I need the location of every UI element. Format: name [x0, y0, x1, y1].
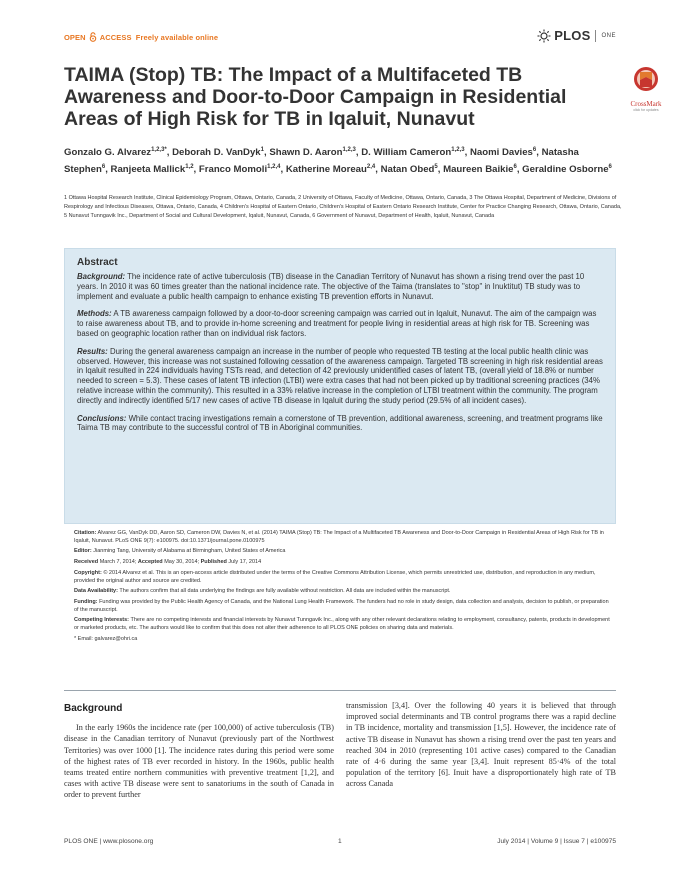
affiliations: 1 Ottawa Hospital Research Institute, Clinical Epidemiology Program, Ottawa, Ontario, Canada, 2 University of Ottawa, Faculty of Medicine, Ottawa, Ontario, Canada, 3 The Ottawa Hospital, Department of Medicine, Divisions of Respirology and Infectious Diseases, Ottawa, Ontario, Canada, 4 Children's Hospital of Eastern Ontario, Children's Hospital of Eastern Ontario Research Institute, Center for Practice Changing Research, Ottawa, Ontario, Canada, 5 Nunavut Tunngavik Inc., Department of Social and Cultural Development, Iqaluit, Nunavut, Canada, 6 Government of Nunavut, Department of Health, Iqaluit, Nunavut, Canada [64, 195, 622, 220]
copyright-text: © 2014 Alvarez et al. This is an open-access article distributed under the terms of the Creative Commons Attribution License, which permits unrestricted use, distribution, and reproduction in any medium, provided the original author and source are credited. [74, 569, 596, 584]
conclusions-text: While contact tracing investigations remain a cornerstone of TB prevention, additional awareness, screening, and treatment programs like Taima TB may contribute to the successful control of TB in Aboriginal communities. [77, 413, 603, 433]
open-access-badge [64, 32, 218, 42]
author-affiliation-sup: 6 [608, 164, 612, 171]
footer-journal: PLOS ONE | www.plosone.org [64, 838, 154, 845]
received-label: Received [74, 559, 99, 566]
plos-sun-icon [537, 29, 551, 43]
author-list: Gonzalo G. Alvarez$^{1,2,3*}$, Deborah D. VanDyk$^1$, Shawn D. Aaron$^{1,2,3}$, D. William Cameron$^{1,2,3}$, Naomi Davies$^6$, Natasha Stephen$^6$, Ranjeeta Mallick$^{1,2}$, Franco Momoli$^{1,2,4}$, Katherine Moreau$^{2,4}$, Natan Obed$^5$, Maureen Baikie$^6$, Geraldine Osborne$^6$ [64, 147, 612, 176]
article-title: TAIMA (Stop) TB: The Impact of a Multifaceted TB Awareness and Door-to-Door Campaign in Residential Areas of High Risk for TB in Iqaluit, Nunavut [64, 64, 567, 130]
author-name-text: Natasha Stephen [64, 147, 579, 176]
published-label: Published [200, 559, 227, 566]
crossmark-icon [633, 66, 659, 94]
competing-interests [74, 617, 614, 632]
editor-label: Editor: [74, 548, 92, 555]
body-column-right [346, 700, 616, 790]
author-name [470, 147, 536, 158]
citation-text: Alvarez GG, VanDyk DD, Aaron SD, Cameron DW, Davies N, et al. (2014) TAIMA (Stop) TB: The Impact of a Multifaceted TB Awareness and Door-to-Door Campaign in Residential Areas of High Risk for TB in Iqaluit, Nunavut. PLoS ONE 9(7): e100975. doi:10.1371/journal.pone.0100975 [74, 530, 604, 544]
author-name [286, 164, 375, 175]
section-heading-background: Background [64, 703, 123, 714]
methods-text: A TB awareness campaign followed by a door-to-door screening campaign was carried out in Iqaluit, Nunavut. The aim of the campaign was to raise awareness about TB, and to provide in-home screening and treatment for people living in residential areas at high risk for TB. Screening was based on geographic location rather than on individual risk factors. [77, 309, 597, 338]
article-metadata [74, 530, 614, 647]
abstract-results [77, 347, 603, 406]
methods-label: Methods: [77, 309, 112, 319]
author-name-text: Maureen Baikie [443, 164, 514, 176]
crossmark-label: CrossMark [630, 100, 662, 108]
author-name-text: Shawn D. Aaron [269, 147, 343, 159]
plos-one-logo[interactable] [537, 28, 616, 43]
author-name-text: D. William Cameron [361, 147, 452, 159]
access-label: ACCESS [99, 33, 132, 42]
plos-one-suffix: ONE [601, 32, 616, 39]
author-name-text: Ranjeeta Mallick [110, 164, 186, 176]
author-affiliation-sup: 1,2,3* [151, 147, 167, 153]
received-date: March 7, 2014; [99, 559, 137, 566]
citation-label: Citation: [74, 530, 97, 536]
background-label: Background: [77, 272, 126, 281]
results-label: Results: [77, 346, 108, 356]
editor-text: Jianming Tang, University of Alabama at Birmingham, United States of America [93, 548, 286, 555]
abstract-background [77, 272, 603, 301]
plos-wordmark: PLOS [554, 28, 591, 43]
conclusions-label: Conclusions: [77, 413, 127, 423]
author-name [64, 147, 167, 158]
data-availability [74, 588, 614, 596]
author-affiliation-sup: 1,2,3 [451, 147, 465, 153]
corresponding-email[interactable]: * Email: galvarez@ohri.ca [74, 635, 138, 642]
author-affiliation-sup: 1 [260, 147, 264, 153]
published-date: July 17, 2014 [228, 559, 262, 566]
body-paragraph-right: transmission [3,4]. Over the following 40 years it is believed that through improved social determinants and TB control programs there was a rapid decline in TB incidence, mortality and transmission [1,5]. However, the incidence rate of active TB disease in Nunavut has shown a rising trend over the past ten years and reached 304 in 2010 (representing 101 active cases) compared to the Canadian rate of 4·6 during the same year [3,4]. Inuit represent 85·4% of the total population of the territory [6]. Inuit have a disproportionately high rate of TB across Canada [346, 701, 616, 789]
dates [74, 559, 614, 567]
author-name-text: Geraldine Osborne [522, 164, 609, 176]
author-affiliation-sup: 6 [513, 164, 517, 171]
freely-available-label: Freely available online [135, 33, 219, 42]
author-affiliation-sup: 1,2 [185, 164, 194, 171]
author-name [172, 147, 264, 158]
author-affiliation-sup: 6 [101, 164, 106, 171]
author-name-text: Franco Momoli [198, 164, 268, 176]
funding [74, 599, 614, 614]
open-label: OPEN [64, 33, 86, 42]
copyright [74, 570, 614, 585]
competing-label: Competing Interests: [74, 617, 130, 624]
crossmark-badge[interactable] [624, 66, 668, 112]
funding-text: Funding was provided by the Public Health Agency of Canada, and the National Lung Health Framework. The funders had no role in study design, data collection and analysis, decision to publish, or preparation of the manuscript. [74, 599, 609, 613]
background-text: The incidence rate of active tuberculosis (TB) disease in the Canadian Territory of Nunavut has shown a rising trend over the past 10 years. In 2010 it was 60 times greater than the national incidence rate. The objective of the Taima (translates to "stop" in Inuktitut) TB study was to implement and evaluate a public health campaign to enhance existing TB prevention efforts in Nunavut. [77, 272, 585, 301]
body-paragraph-left: In the early 1960s the incidence rate (per 100,000) of active tuberculosis (TB) disease in the Canadian territory of Nunavut (previously part of the Northwest Territories) was over 1000 [1]. The incidence rates during this period were some of the highest rates of TB ever recorded in history. In the 1960s, public health teams treated entire northern communities with preventive treatment [1,2], and cases with active TB disease were sent to sanatoriums in the south of Canada in order to prevent further [64, 723, 334, 800]
author-name [269, 147, 356, 158]
body-column-left [64, 700, 334, 801]
author-affiliation-sup: 6 [532, 147, 537, 153]
logo-separator [595, 30, 596, 42]
page-footer [64, 838, 616, 850]
author-name-text: Naomi Davies [469, 147, 533, 159]
author-name [111, 164, 194, 175]
journal-header [64, 28, 616, 46]
author-name [381, 164, 438, 175]
results-text: During the general awareness campaign an increase in the number of people who requested TB testing at the local public health clinic was observed. However, this increase was not sustained following cessation of the awareness campaign. Targeted TB screening in high risk residential areas in Iqaluit resulted in 224 individuals having TSTs read, and detection of 42 previously unidentified cases of latent TB, (overall yield of 18.8% or number needed to screen = 5.3). These cases of latent TB infection (LTBI) were extra cases that had not been picked up by traditional screening practices (34% relative increase within the community). This resulted in a 33% relative increase in the completion of LTBI treatment within the community. The program directly and indirectly identified 5/17 new cases of active TB disease in Iqaluit during the study period (29.5% of all incident cases). [77, 346, 603, 405]
open-lock-icon [89, 32, 97, 42]
author-affiliation-sup: 1,2,3 [342, 147, 356, 153]
abstract-methods [77, 309, 603, 338]
author-name-text: Gonzalo G. Alvarez [64, 147, 152, 159]
author-affiliation-sup: 1,2,4 [267, 164, 281, 171]
author-affiliation-sup: 2,4 [366, 164, 376, 171]
copyright-label: Copyright: [74, 569, 102, 576]
competing-text: There are no competing interests and financial interests by Nunavut Tunngavik Inc., along with any other relevant declarations relating to employment, consultancy, patents, products in development or marketed products, etc. The authors would like to confirm that this does not alter their adherence to all PLOS ONE policies on sharing data and materials. [74, 617, 610, 632]
accepted-label: Accepted [137, 559, 163, 566]
page-number: 1 [338, 838, 342, 845]
data-label: Data Availability: [74, 588, 118, 595]
abstract-heading: Abstract [77, 257, 118, 268]
author-name-text: Natan Obed [380, 164, 435, 176]
section-divider [64, 690, 616, 691]
author-name-text: Deborah D. VanDyk [172, 147, 261, 159]
author-name [443, 164, 517, 175]
author-name [361, 147, 464, 158]
abstract-conclusions [77, 414, 603, 434]
crossmark-sublabel: click for updates [633, 108, 659, 112]
accepted-date: May 30, 2014; [164, 559, 200, 566]
author-name-text: Katherine Moreau [285, 164, 367, 176]
citation [74, 530, 614, 545]
abstract-box [64, 248, 616, 524]
author-name [199, 164, 281, 175]
author-name [522, 164, 612, 175]
author-affiliation-sup: 5 [434, 164, 438, 171]
funding-label: Funding: [74, 599, 98, 606]
editor [74, 548, 614, 556]
footer-issue: July 2014 | Volume 9 | Issue 7 | e100975 [497, 838, 616, 845]
data-text: The authors confirm that all data underlying the findings are fully available without restriction. All data are included within the manuscript. [119, 588, 451, 595]
